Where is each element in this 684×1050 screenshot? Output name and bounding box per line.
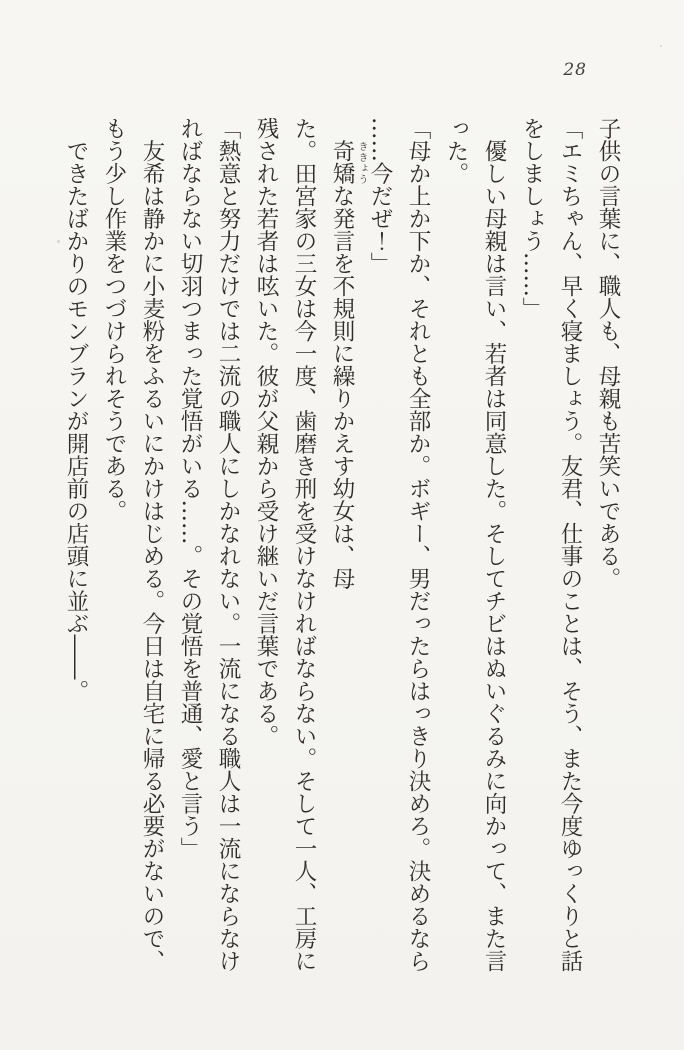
- text-line-13: 友希は静かに小麦粉をふるいにかけはじめる。今日は自宅に帰る必要がないので、: [139, 117, 165, 972]
- page-number: 28: [563, 60, 587, 80]
- text-line-10: 残された若者は呟いた。彼が父親から受け継いだ言葉である。: [253, 117, 279, 747]
- vertical-text-block: [50, 117, 620, 997]
- text-line-9: た。田宮家の三女は今一度、歯磨き刑を受けなければならない。そして一人、工房に: [291, 117, 317, 972]
- text-line-6: 「母か上か下か、それとも全部か。ボギー、男だったらはっきり決めろ。決めるなら: [405, 117, 431, 972]
- text-line-7: ……今だぜ！」: [367, 117, 393, 275]
- scan-speck: [660, 45, 662, 47]
- furigana-kikyou: ききょう: [356, 141, 367, 185]
- text-line-3: をしましょう……」: [519, 117, 545, 320]
- text-line-12: ればならない切羽つまった覚悟がいる……。その覚悟を普通、愛と言う」: [177, 117, 203, 860]
- text-line-15: できたばかりのモンブランが開店前の店頭に並ぶ――。: [63, 117, 89, 702]
- text-line-4: 優しい母親は言い、若者は同意した。そしてチビはぬいぐるみに向かって、また言: [481, 117, 507, 972]
- text-line-14: もう少し作業をつづけられそうである。: [101, 117, 127, 522]
- text-line-2: 「エミちゃん、早く寝ましょう。友君、仕事のことは、そう、また今度ゆっくりと話: [557, 117, 583, 972]
- scan-speck: [57, 240, 60, 243]
- text-line-5: った。: [443, 117, 469, 185]
- text-line-8: [329, 117, 367, 997]
- text-line-1: 子供の言葉に、職人も、母親も苦笑いである。: [595, 117, 621, 590]
- text-line-8-body: 奇矯な発言を不規則に繰りかえす幼女は、母: [329, 117, 355, 590]
- text-line-11: 「熱意と努力だけでは二流の職人にしかなれない。一流になる職人は一流にならなけ: [215, 117, 241, 972]
